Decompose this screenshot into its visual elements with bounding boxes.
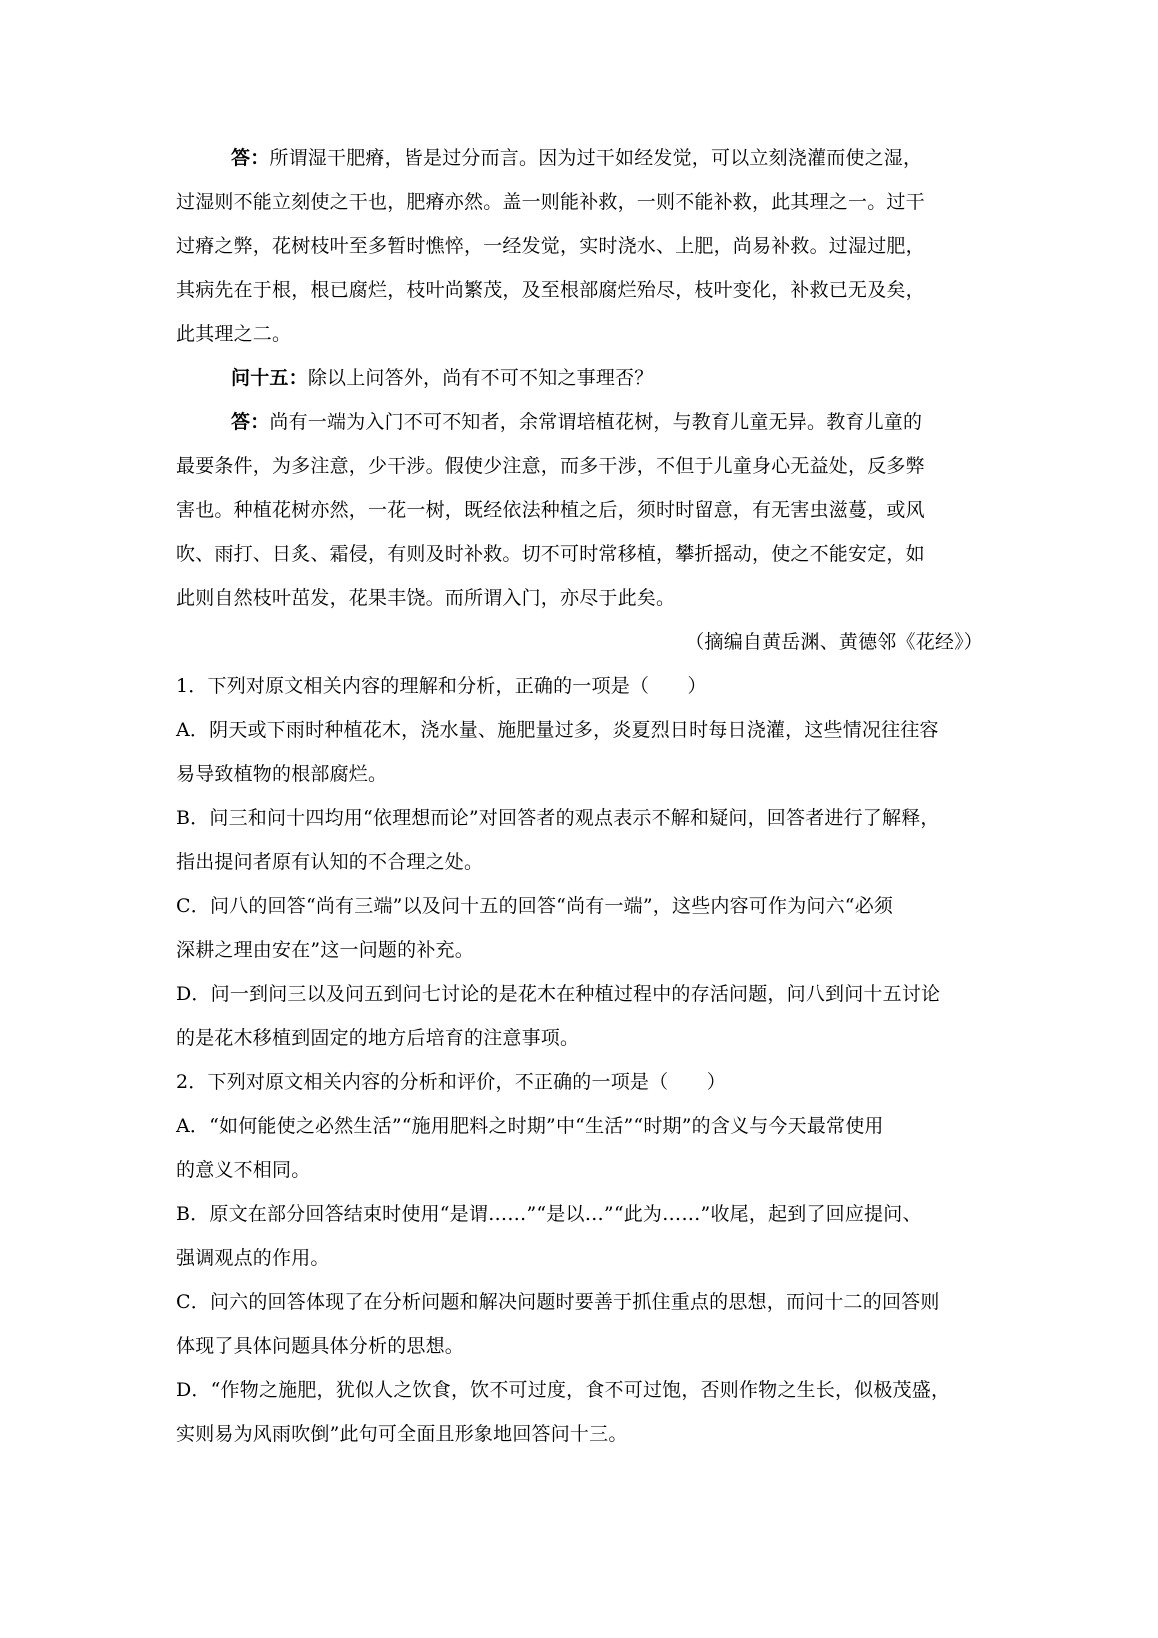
answer-14-line-2: 过湿则不能立刻使之干也，肥瘠亦然。盖一则能补救，一则不能补救，此其理之一。过干 <box>176 191 925 213</box>
answer-15-line-5: 此则自然枝叶茁发，花果丰饶。而所谓入门，亦尽于此矣。 <box>176 587 676 609</box>
question-2-option-c-cont: 体现了具体问题具体分析的思想。 <box>176 1335 465 1357</box>
question-2-option-a: A．“如何能使之必然生活”“施用肥料之时期”中“生活”“时期”的含义与今天最常使用 <box>176 1115 884 1137</box>
question-1-option-d-cont: 的是花木移植到固定的地方后培育的注意事项。 <box>176 1027 580 1049</box>
answer-15-line-2: 最要条件，为多注意，少干涉。假使少注意，而多干涉，不但于儿童身心无益处，反多弊 <box>176 455 925 477</box>
answer-14-line-5: 此其理之二。 <box>176 323 292 345</box>
answer-14-line-3: 过瘠之弊，花树枝叶至多暂时憔悴，一经发觉，实时浇水、上肥，尚易补救。过湿过肥， <box>176 235 925 257</box>
question-2-option-c: C．问六的回答体现了在分析问题和解决问题时要善于抓住重点的思想，而问十二的回答则 <box>176 1291 940 1313</box>
question-1-option-a: A．阴天或下雨时种植花木，浇水量、施肥量过多，炎夏烈日时每日浇灌，这些情况往往容 <box>176 719 939 741</box>
question-2-option-b: B．原文在部分回答结束时使用“是谓……”“是以…”“此为……”收尾，起到了回应提问、 <box>176 1203 922 1225</box>
question-2-option-d: D．“作物之施肥，犹似人之饮食，饮不可过度，食不可过饱，否则作物之生长，似极茂盛， <box>176 1379 951 1401</box>
question-1-option-a-cont: 易导致植物的根部腐烂。 <box>176 763 388 785</box>
question-1-option-b-cont: 指出提问者原有认知的不合理之处。 <box>176 851 484 873</box>
question-1-option-c: C．问八的回答“尚有三端”以及问十五的回答“尚有一端”，这些内容可作为问六“必须 <box>176 895 894 917</box>
question-2-option-b-cont: 强调观点的作用。 <box>176 1247 330 1269</box>
answer-15-line-4: 吹、雨打、日炙、霜侵，有则及时补救。切不可时常移植，攀折摇动，使之不能安定，如 <box>176 543 925 565</box>
question-label: 问十五： <box>231 367 308 389</box>
answer-14-line-1: 答：所谓湿干肥瘠，皆是过分而言。因为过干如经发觉，可以立刻浇灌而使之湿， <box>231 147 923 169</box>
question-15: 问十五：除以上问答外，尚有不可不知之事理否？ <box>231 367 654 389</box>
question-2-stem: 2．下列对原文相关内容的分析和评价，不正确的一项是（ ） <box>176 1071 726 1093</box>
source-citation: （摘编自黄岳渊、黄德邻《花经》） <box>685 631 983 653</box>
question-1-option-c-cont: 深耕之理由安在”这一问题的补充。 <box>176 939 474 961</box>
answer-14-line-4: 其病先在于根，根已腐烂，枝叶尚繁茂，及至根部腐烂殆尽，枝叶变化，补救已无及矣， <box>176 279 925 301</box>
answer-label: 答： <box>231 411 270 433</box>
answer-15-line-1: 答：尚有一端为入门不可不知者，余常谓培植花树，与教育儿童无异。教育儿童的 <box>231 411 923 433</box>
answer-15-line-3: 害也。种植花树亦然，一花一树，既经依法种植之后，须时时留意，有无害虫滋蔓，或风 <box>176 499 925 521</box>
question-1-option-d: D．问一到问三以及问五到问七讨论的是花木在种植过程中的存活问题，问八到问十五讨论 <box>176 983 941 1005</box>
question-2-option-d-cont: 实则易为风雨吹倒”此句可全面且形象地回答问十三。 <box>176 1423 628 1445</box>
question-1-stem: 1．下列对原文相关内容的理解和分析，正确的一项是（ ） <box>176 675 707 697</box>
question-1-option-b: B．问三和问十四均用“依理想而论”对回答者的观点表示不解和疑问，回答者进行了解释， <box>176 807 940 829</box>
answer-label: 答： <box>231 147 270 169</box>
question-2-option-a-cont: 的意义不相同。 <box>176 1159 311 1181</box>
